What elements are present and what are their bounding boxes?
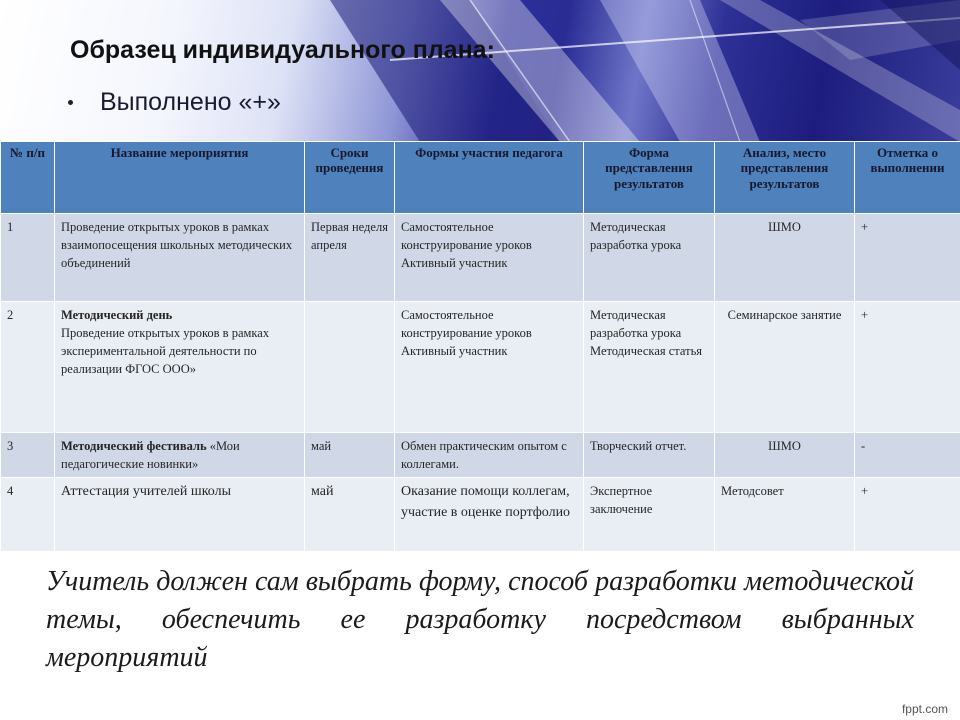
row-name: [55, 478, 305, 552]
footer-text: Учитель должен сам выбрать форму, способ разработки методической темы, обеспечить ее разработку посредством выбранных мероприятий: [46, 566, 914, 673]
row-analysis: ШМО: [715, 433, 855, 478]
row-name: [55, 214, 305, 302]
row-forms: Обмен практическим опытом с коллегами.: [395, 433, 584, 478]
bullet-dot-icon: [68, 100, 73, 105]
row-num: 1: [1, 214, 55, 302]
header-result-form: Форма представления результатов: [584, 142, 715, 214]
row-terms: май: [305, 433, 395, 478]
watermark: fppt.com: [901, 702, 948, 716]
row-mark: +: [855, 478, 960, 552]
row-name-bold: Методический день: [61, 308, 173, 322]
row-terms: [305, 302, 395, 433]
header-num: № п/п: [1, 142, 55, 214]
bullet-text: Выполнено «+»: [100, 88, 281, 116]
row-result-form: Методическая разработка урока: [584, 214, 715, 302]
page-title: Образец индивидуального плана:: [70, 36, 495, 64]
row-analysis: Семинарское занятие: [715, 302, 855, 433]
header-mark: Отметка о выполнении: [855, 142, 960, 214]
header-forms: Формы участия педагога: [395, 142, 584, 214]
row-forms: Самостоятельное конструирование уроков Активный участник: [395, 214, 584, 302]
row-forms: Самостоятельное конструирование уроков Активный участник: [395, 302, 584, 433]
row-result-form: Методическая разработка урока Методическая статья: [584, 302, 715, 433]
row-analysis: Методсовет: [715, 478, 855, 552]
row-name: [55, 302, 305, 433]
row-forms: Оказание помощи коллегам, участие в оценке портфолио: [395, 478, 584, 552]
header-analysis: Анализ, место представления результатов: [715, 142, 855, 214]
header-name: Название мероприятия: [55, 142, 305, 214]
row-name-text: Проведение открытых уроков в рамках экспериментальной деятельности по реализации ФГОС ООО»: [61, 326, 270, 377]
table-row: [1, 214, 960, 302]
row-num: 4: [1, 478, 55, 552]
row-name-text: «Мои педагогические новинки»: [61, 439, 240, 472]
banner-decoration: [0, 0, 960, 142]
row-name-text: Проведение открытых уроков в рамках взаимопосещения школьных методических объединений: [61, 220, 293, 271]
header-banner: [0, 0, 960, 142]
row-result-form: Экспертное заключение: [584, 478, 715, 552]
bullet-item: [68, 88, 281, 117]
row-name-bold: Методический фестиваль: [61, 439, 207, 453]
table-row: [1, 302, 960, 433]
row-mark: +: [855, 214, 960, 302]
row-result-form: Творческий отчет.: [584, 433, 715, 478]
table-row: [1, 478, 960, 552]
row-name-text: Аттестация учителей школы: [61, 484, 231, 500]
row-name: [55, 433, 305, 478]
row-analysis: ШМО: [715, 214, 855, 302]
header-terms: Сроки проведения: [305, 142, 395, 214]
row-mark: -: [855, 433, 960, 478]
row-num: 3: [1, 433, 55, 478]
row-terms: Первая неделя апреля: [305, 214, 395, 302]
table-row: [1, 433, 960, 478]
row-terms: май: [305, 478, 395, 552]
row-num: 2: [1, 302, 55, 433]
plan-table: [0, 141, 960, 552]
row-mark: +: [855, 302, 960, 433]
